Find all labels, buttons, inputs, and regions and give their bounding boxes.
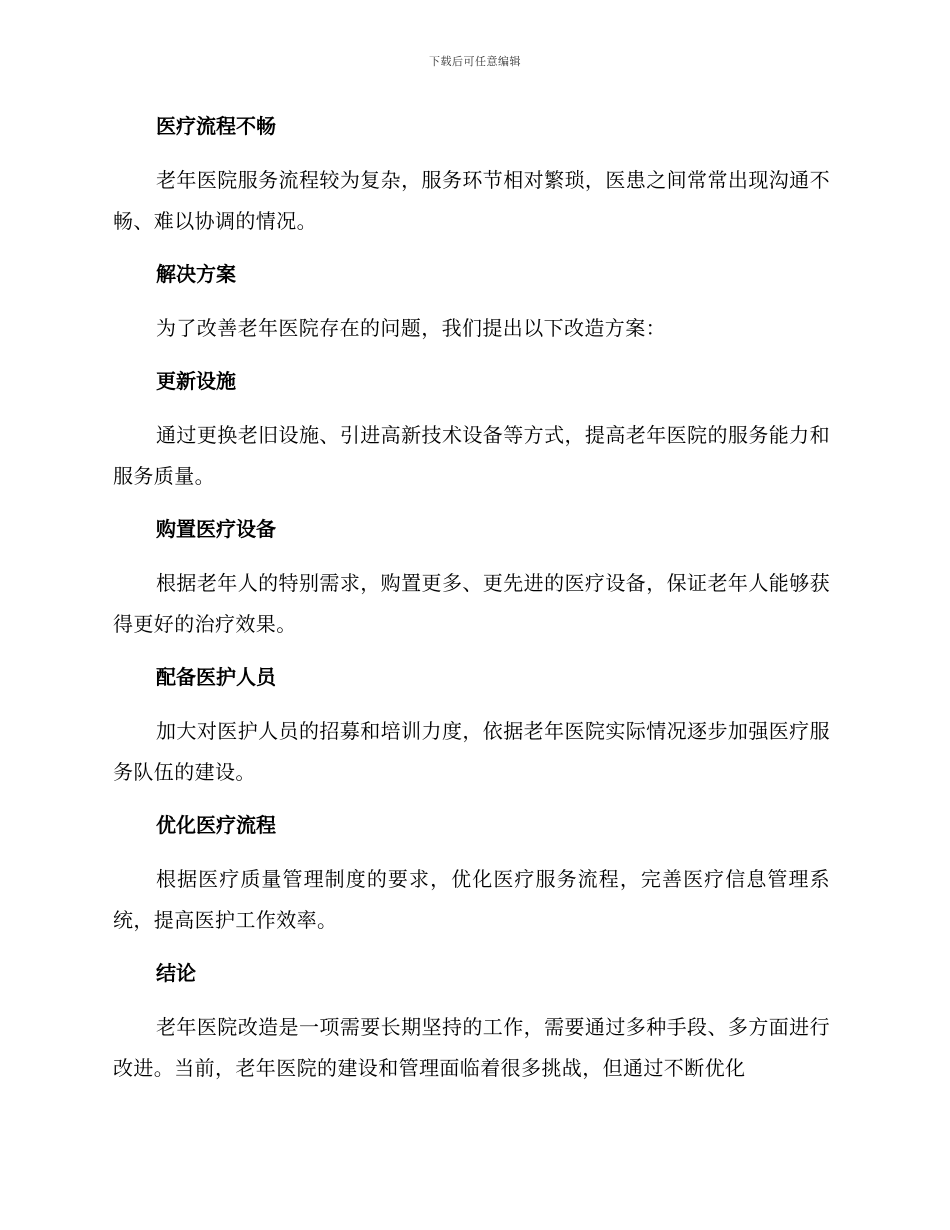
- section-heading: 更新设施: [156, 369, 236, 393]
- header-note: 下载后可任意编辑: [429, 55, 521, 68]
- section-paragraph: 老年医院改造是一项需要长期坚持的工作，需要通过多种手段、多方面进行改进。当前，老年医院的建设和管理面临着很多挑战，但通过不断优化: [113, 1015, 830, 1080]
- section-paragraph: 老年医院服务流程较为复杂，服务环节相对繁琐，医患之间常常出现沟通不畅、难以协调的情况。: [113, 168, 830, 233]
- section-paragraph: 根据老年人的特别需求，购置更多、更先进的医疗设备，保证老年人能够获得更好的治疗效果。: [113, 571, 830, 636]
- section-paragraph: 加大对医护人员的招募和培训力度，依据老年医院实际情况逐步加强医疗服务队伍的建设。: [113, 719, 830, 784]
- section-heading: 优化医疗流程: [156, 813, 276, 837]
- section-heading: 解决方案: [156, 262, 236, 286]
- section-paragraph: 通过更换老旧设施、引进高新技术设备等方式，提高老年医院的服务能力和服务质量。: [113, 423, 830, 488]
- section-heading: 购置医疗设备: [156, 517, 276, 541]
- section-heading: 配备医护人员: [156, 665, 276, 689]
- section-heading: 医疗流程不畅: [156, 114, 276, 138]
- document-body: [113, 108, 830, 1103]
- section-heading: 结论: [156, 961, 196, 985]
- section-paragraph: 根据医疗质量管理制度的要求，优化医疗服务流程，完善医疗信息管理系统，提高医护工作效率。: [113, 867, 830, 932]
- section-paragraph: 为了改善老年医院存在的问题，我们提出以下改造方案：: [156, 316, 666, 340]
